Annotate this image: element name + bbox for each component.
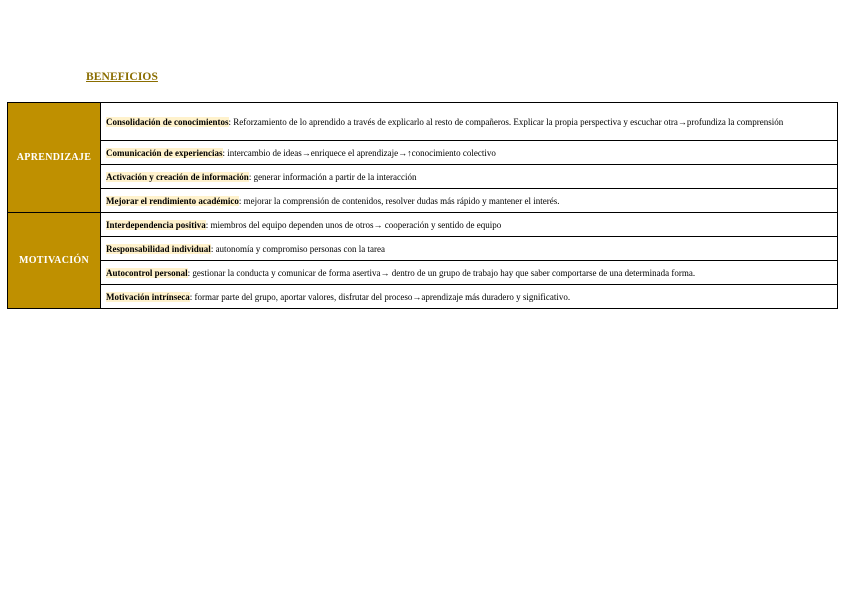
benefit-cell (101, 285, 838, 309)
table-row (8, 165, 838, 189)
table-row (8, 237, 838, 261)
benefit-description: : Reforzamiento de lo aprendido a través de explicarlo al resto de compañeros. Explicar la propia perspectiva y escuchar otra→profundiza la comprensión (228, 116, 784, 127)
benefit-description: : intercambio de ideas→enriquece el aprendizaje→↑conocimiento colectivo (222, 147, 496, 158)
benefit-term: Mejorar el rendimiento académico (106, 195, 239, 206)
benefit-term: Motivación intrínseca (106, 291, 190, 302)
table-row (8, 285, 838, 309)
table-row (8, 189, 838, 213)
table-row (8, 141, 838, 165)
benefit-term: Activación y creación de información (106, 171, 249, 182)
benefit-description: : gestionar la conducta y comunicar de forma asertiva→ dentro de un grupo de trabajo hay que saber comportarse de una determinada forma. (187, 267, 696, 278)
benefit-description: : miembros del equipo dependen unos de otros→ cooperación y sentido de equipo (205, 219, 502, 230)
benefit-cell (101, 103, 838, 141)
benefit-term: Interdependencia positiva (106, 219, 206, 230)
benefit-term: Comunicación de experiencias (106, 147, 223, 158)
benefit-cell (101, 165, 838, 189)
category-label-aprendizaje: APRENDIZAJE (8, 103, 101, 213)
benefit-description: : autonomía y compromiso personas con la tarea (210, 243, 386, 254)
benefit-cell (101, 261, 838, 285)
benefit-cell (101, 213, 838, 237)
benefits-table (7, 102, 838, 309)
benefit-description: : generar información a partir de la interacción (248, 171, 417, 182)
page-title: BENEFICIOS (86, 71, 158, 83)
benefit-term: Consolidación de conocimientos (106, 116, 229, 127)
benefit-description: : mejorar la comprensión de contenidos, resolver dudas más rápido y mantener el interés. (238, 195, 560, 206)
benefit-cell (101, 237, 838, 261)
benefit-description: : formar parte del grupo, aportar valores, disfrutar del proceso→aprendizaje más duradero y significativo. (189, 291, 571, 302)
table-row (8, 103, 838, 141)
benefit-term: Autocontrol personal (106, 267, 188, 278)
benefit-term: Responsabilidad individual (106, 243, 211, 254)
category-label-motivacion: MOTIVACIÓN (8, 213, 101, 309)
table-row (8, 261, 838, 285)
benefit-cell (101, 141, 838, 165)
table-row (8, 213, 838, 237)
benefit-cell (101, 189, 838, 213)
